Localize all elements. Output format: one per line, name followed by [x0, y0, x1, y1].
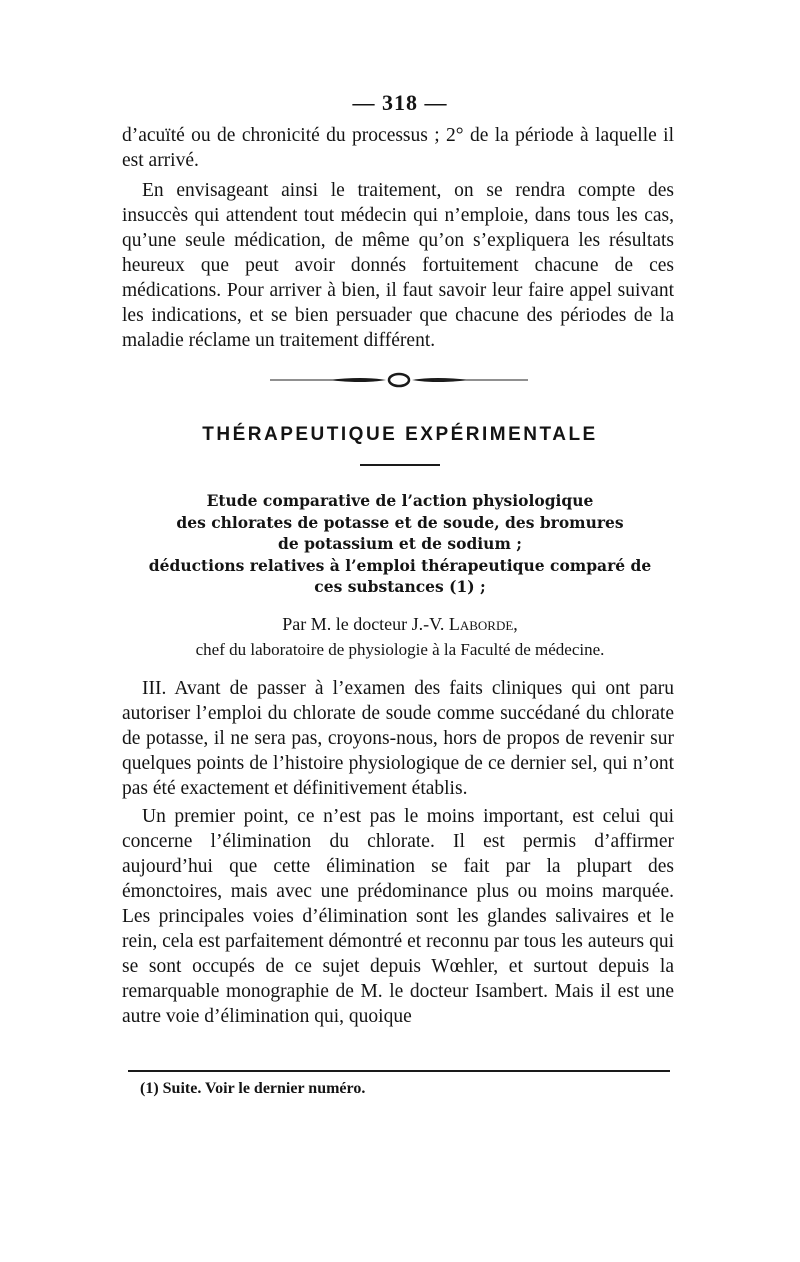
footnote: (1) Suite. Voir le dernier numéro. [140, 1080, 366, 1097]
subtitle-line: ces substances (1) ; [314, 577, 486, 596]
section-title: THÉRAPEUTIQUE EXPÉRIMENTALE [202, 424, 598, 445]
title-rule [360, 464, 440, 466]
ornament-divider-icon [268, 368, 530, 392]
subtitle-line: des chlorates de potasse et de soude, des bromures [176, 512, 624, 532]
paragraph-treatment: En envisageant ainsi le traitement, on se rendra compte des insuccès qui attendent tout médecin qui n’emploie, dans tous les cas, qu’une seule médication, de même qu’on s’expliquera les résultats heureux que peut avoir donnés fortuitement chacune de ces médications. Pour arriver à bien, il faut savoir leur faire appel suivant les indications, et se bien persuader que chacune des périodes de la maladie réclame un traitement différent. [122, 180, 674, 351]
page-number: — 318 — [352, 90, 448, 115]
paragraph-section-iii: III. Avant de passer à l’examen des faits cliniques qui ont paru autoriser l’emploi du chlorate de soude comme succédané du chlorate de potasse, il ne sera pas, croyons-nous, hors de propos de revenir sur quelques points de l’histoire physiologique de ce dernier sel, qui n’ont pas été exactement et définitivement établis. [122, 678, 674, 799]
paragraph-continuation: d’acuïté ou de chronicité du processus ; 2° de la période à laquelle il est arrivé. [122, 125, 674, 171]
footnote-rule [128, 1070, 670, 1072]
body-text-block [122, 676, 674, 1029]
top-text-block [122, 123, 674, 353]
author-line [0, 614, 800, 635]
author-name: Laborde, [448, 614, 518, 634]
paragraph-elimination: Un premier point, ce n’est pas le moins important, est celui qui concerne l’élimination du chlorate. Il est permis d’affirmer aujourd’hui que cette élimination se fait par la plupart des émonctoires, mais avec une prédominance plus ou moins marquée. Les principales voies d’élimination sont les glandes salivaires et le rein, cela est parfaitement démontré et reconnu par tous les auteurs qui se sont occupés de ce sujet depuis Wœhler, et surtout depuis la remarquable monographie de M. le docteur Isambert. Mais il est une autre voie d’élimination qui, quoique [122, 806, 674, 1027]
subtitle-line: Etude comparative de l’action physiologique [206, 491, 594, 510]
author-affiliation: chef du laboratoire de physiologie à la Faculté de médecine. [195, 640, 605, 659]
subtitle-line: déductions relatives à l’emploi thérapeutique comparé de [148, 555, 652, 575]
subtitle-line: de potassium et de sodium ; [278, 534, 522, 553]
author-prefix: Par M. le docteur J.-V. [282, 614, 449, 634]
article-subtitle [138, 490, 662, 598]
